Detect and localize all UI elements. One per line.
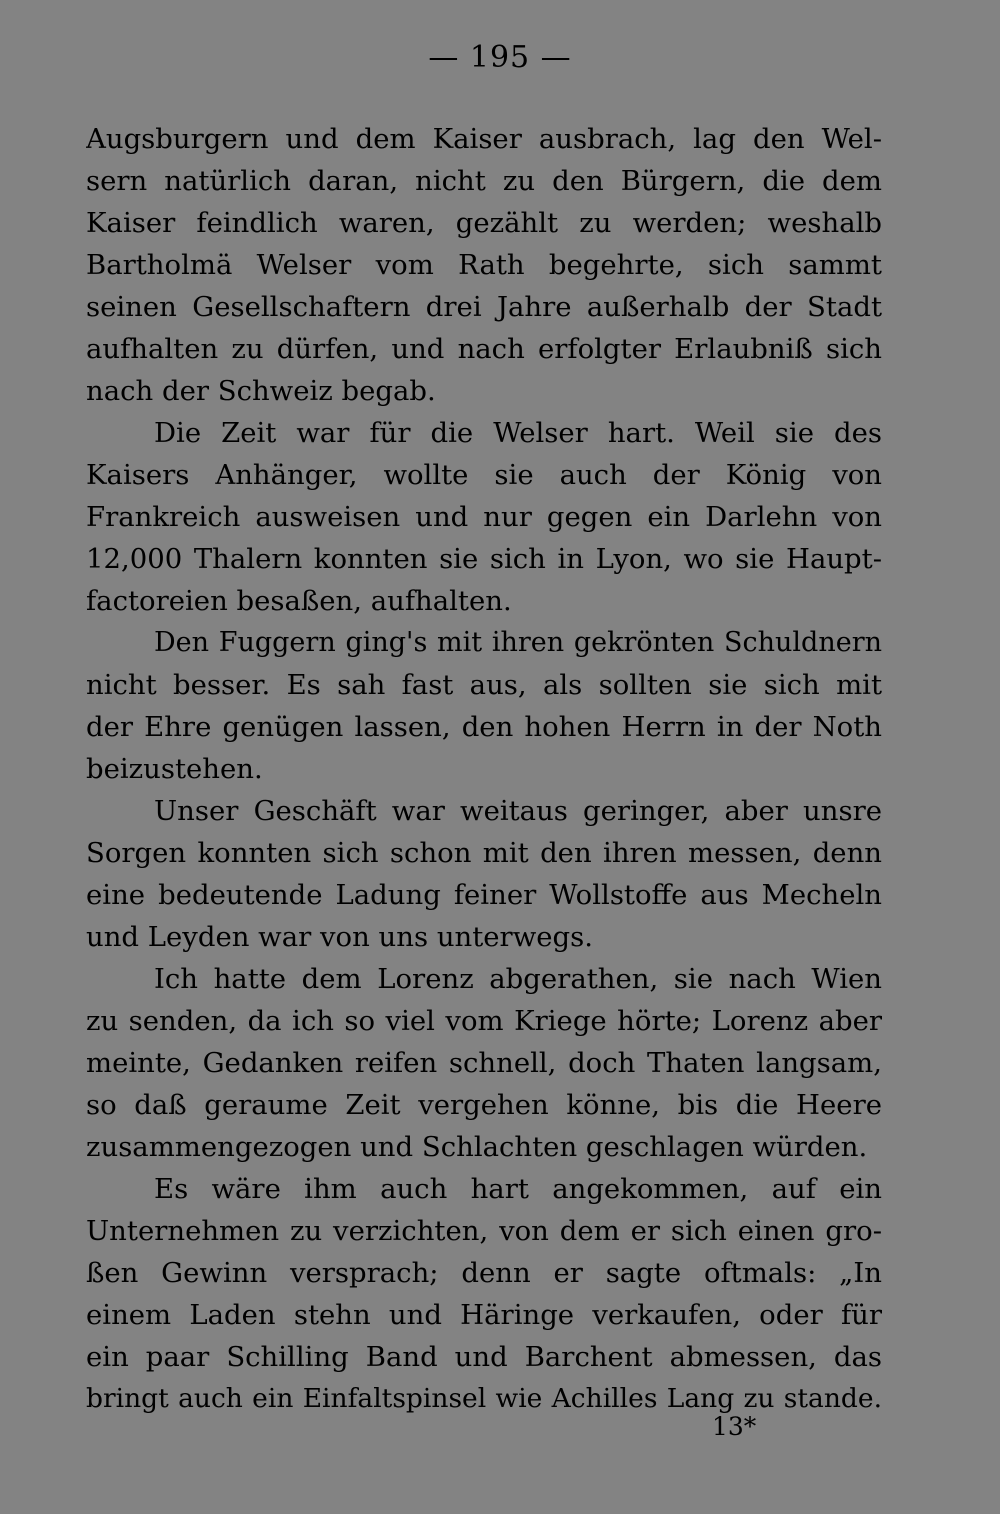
text-line: Unternehmen zu verzichten, von dem er sich einen gro- bbox=[86, 1215, 882, 1247]
text-line: bringt auch ein Einfaltspinsel wie Achilles Lang zu stande. bbox=[86, 1383, 882, 1414]
text-line: Kaisers Anhänger, wollte sie auch der König von bbox=[86, 459, 882, 491]
text-line: factoreien besaßen, aufhalten. bbox=[86, 585, 512, 617]
text-line: beizustehen. bbox=[86, 753, 263, 785]
text-line: Augsburgern und dem Kaiser ausbrach, lag den Wel- bbox=[86, 123, 882, 155]
text-line: Bartholmä Welser vom Rath begehrte, sich sammt bbox=[86, 249, 882, 281]
text-line: eine bedeutende Ladung feiner Wollstoffe aus Mecheln bbox=[86, 879, 882, 911]
text-line: Es wäre ihm auch hart angekommen, auf ein bbox=[154, 1173, 882, 1205]
printer-signature-mark: 13* bbox=[712, 1412, 757, 1441]
text-line: seinen Gesellschaftern drei Jahre außerhalb der Stadt bbox=[86, 291, 882, 323]
text-line: Die Zeit war für die Welser hart. Weil sie des bbox=[154, 417, 882, 449]
text-line: einem Laden stehn und Häringe verkaufen, oder für bbox=[86, 1299, 882, 1331]
text-line: ein paar Schilling Band und Barchent abmessen, das bbox=[86, 1341, 882, 1373]
text-line: Ich hatte dem Lorenz abgerathen, sie nach Wien bbox=[154, 963, 882, 995]
text-line: Den Fuggern ging's mit ihren gekrönten Schuldnern bbox=[154, 627, 882, 658]
text-line: ßen Gewinn versprach; denn er sagte oftmals: „In bbox=[86, 1257, 882, 1289]
page-number-header: — 195 — bbox=[428, 40, 572, 75]
text-line: der Ehre genügen lassen, den hohen Herrn in der Noth bbox=[86, 711, 882, 743]
text-line: aufhalten zu dürfen, und nach erfolgter Erlaubniß sich bbox=[86, 333, 882, 365]
text-line: meinte, Gedanken reifen schnell, doch Thaten langsam, bbox=[86, 1047, 882, 1079]
text-line: Unser Geschäft war weitaus geringer, aber unsre bbox=[154, 795, 882, 827]
text-line: Frankreich ausweisen und nur gegen ein Darlehn von bbox=[86, 501, 882, 533]
text-line: so daß geraume Zeit vergehen könne, bis die Heere bbox=[86, 1089, 882, 1121]
text-line: und Leyden war von uns unterwegs. bbox=[86, 921, 593, 953]
text-line: nach der Schweiz begab. bbox=[86, 375, 436, 407]
body-text bbox=[86, 118, 882, 1420]
text-line: sern natürlich daran, nicht zu den Bürgern, die dem bbox=[86, 165, 882, 197]
text-line: 12,000 Thalern konnten sie sich in Lyon, wo sie Haupt- bbox=[86, 543, 882, 575]
text-line: Kaiser feindlich waren, gezählt zu werden; weshalb bbox=[86, 207, 882, 239]
text-line: nicht besser. Es sah fast aus, als sollten sie sich mit bbox=[86, 669, 882, 701]
text-line: zu senden, da ich so viel vom Kriege hörte; Lorenz aber bbox=[86, 1005, 882, 1037]
text-line: zusammengezogen und Schlachten geschlagen würden. bbox=[86, 1131, 868, 1163]
text-line: Sorgen konnten sich schon mit den ihren messen, denn bbox=[86, 837, 882, 869]
